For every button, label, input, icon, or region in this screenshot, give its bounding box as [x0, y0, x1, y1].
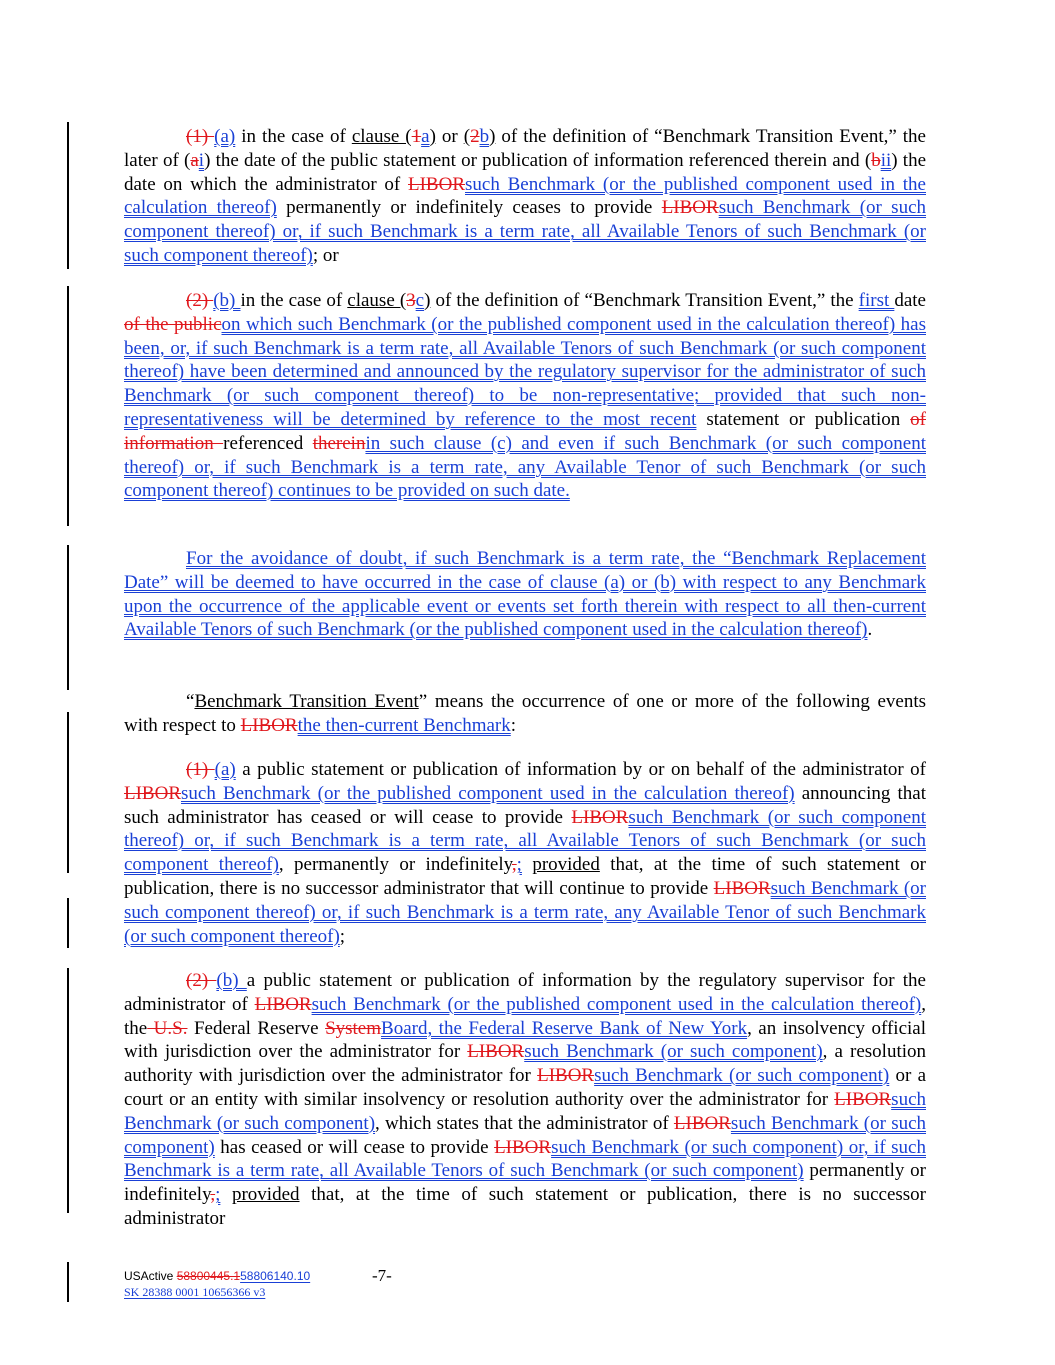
body-text: :	[510, 714, 517, 736]
footer-new-doc-number: 58806140.10	[240, 1269, 311, 1283]
body-text: date	[894, 290, 926, 311]
deleted-text: 1	[411, 126, 422, 147]
body-text: of the definition of “Benchmark Transition Event,” the	[430, 290, 859, 311]
deleted-text: (2)	[186, 970, 217, 991]
body-text: referenced	[223, 432, 313, 454]
paragraph-event-a	[124, 758, 926, 948]
deleted-text: ,	[511, 854, 517, 876]
change-bar	[67, 1262, 69, 1302]
deleted-text: LIBOR	[467, 1041, 525, 1063]
footer-sk-reference: SK 28388 0001 10656366 v3	[124, 1285, 266, 1299]
deleted-text: of information	[124, 408, 926, 454]
change-bar	[67, 733, 69, 873]
body-text: permanently or indefinitely ceases to provide	[276, 197, 662, 219]
body-text: ” means the occurrence of one or more of the following events with respect to	[124, 691, 927, 736]
inserted-text: c	[415, 290, 425, 311]
body-text: a public statement or publication of information by or on behalf of the administrator of	[235, 759, 927, 780]
deleted-text: (1)	[186, 759, 215, 780]
inserted-text: (a)	[214, 126, 236, 147]
change-bar	[67, 286, 69, 526]
deleted-text: LIBOR	[240, 714, 298, 736]
inserted-text: first	[858, 290, 895, 311]
body-text: that, at the time of such statement or publication, there is no successor administrator that will continue to provide	[124, 854, 926, 899]
deleted-text: LIBOR	[713, 877, 771, 899]
footer-doc-label: USActive	[124, 1269, 177, 1283]
deleted-text: LIBOR	[673, 1112, 731, 1134]
deleted-text: (2)	[186, 290, 214, 311]
body-text: ;	[339, 925, 346, 947]
inserted-text: the then-current Benchmark	[297, 714, 511, 736]
inserted-text: b	[479, 126, 490, 147]
inserted-text: (b)	[213, 290, 241, 311]
inserted-text: such Benchmark (or such component thereof) or, if such Benchmark is a term rate, all Available Tenors of such Benchmark (or such component thereof)	[124, 197, 927, 266]
underlined-text: )	[424, 290, 431, 311]
change-bar	[67, 545, 69, 690]
body-text: or a court or an entity with similar insolvency or resolution authority over the administrator for	[124, 1065, 927, 1110]
underlined-text: )	[489, 126, 496, 147]
body-text	[522, 854, 532, 875]
inserted-text: ;	[215, 1184, 221, 1206]
body-text: , the	[124, 993, 926, 1039]
underlined-text: provided	[231, 1184, 300, 1206]
footer-old-doc-number: 58800445.1	[176, 1269, 241, 1283]
deleted-text: (1)	[186, 126, 215, 147]
underlined-text: clause (	[351, 126, 412, 147]
inserted-text: (a)	[214, 759, 236, 780]
deleted-text: System	[325, 1017, 382, 1039]
inserted-text: ;	[516, 854, 522, 876]
body-text: that, at the time of such statement or publication, there is no successor administrator	[124, 1184, 926, 1229]
body-text: ) the date on which the administrator of	[124, 149, 927, 195]
body-text: a public statement or publication of information by the regulatory supervisor for the administrator of	[124, 970, 926, 1015]
underlined-text: Benchmark Transition Event	[194, 691, 419, 712]
body-text: .	[867, 619, 873, 641]
deleted-text: LIBOR	[408, 173, 465, 195]
body-text: permanently or indefinitely	[124, 1160, 927, 1206]
inserted-text: ii	[880, 149, 892, 171]
inserted-text: such Benchmark (or such component)	[524, 1041, 823, 1063]
paragraph-transition-event-definition	[124, 690, 926, 738]
underlined-text: provided	[532, 854, 600, 876]
inserted-text: a	[421, 126, 430, 147]
body-text: , a resolution authority with jurisdiction over the administrator for	[124, 1041, 926, 1087]
deleted-text: LIBOR	[661, 197, 719, 219]
body-text: announcing that such administrator has ceased or will cease to provide	[124, 782, 926, 828]
body-text: , which states that the administrator of	[375, 1112, 674, 1134]
inserted-text: such Benchmark (or such component)	[594, 1065, 890, 1087]
inserted-text: For the avoidance of doubt, if such Benchmark is a term rate, the “Benchmark Replacement Date” will be deemed to have occurred in the case of clause (a) or (b) with respect to any Benchmark upon the occurrence of the applicable event or events set forth therein with respect to all then-current Available Tenors of such Benchmark (or the published component used in the calculation thereof)	[124, 548, 926, 641]
body-text: “	[186, 691, 195, 712]
body-text: has ceased or will cease to provide	[214, 1136, 495, 1158]
deleted-text: of the public	[124, 313, 222, 335]
inserted-text: i	[198, 149, 205, 171]
body-text: in the case of	[240, 290, 348, 311]
body-text: Federal Reserve	[187, 1017, 326, 1039]
body-text	[220, 1184, 232, 1205]
body-text: of the definition of “Benchmark Transition Event,” the later of (	[124, 126, 926, 171]
deleted-text: LIBOR	[494, 1136, 552, 1158]
inserted-text: such Benchmark (or the published component used in the calculation thereof)	[311, 993, 922, 1015]
inserted-text: (b)	[216, 970, 247, 991]
underlined-text: )	[429, 126, 436, 147]
inserted-text: such Benchmark (or such component)	[124, 1088, 926, 1134]
paragraph-avoidance-of-doubt	[124, 547, 926, 642]
body-text: , an insolvency official with jurisdiction over the administrator for	[124, 1017, 927, 1063]
inserted-text: such Benchmark (or the published component used in the calculation thereof)	[124, 173, 926, 219]
underlined-text: (	[463, 126, 471, 147]
inserted-text: in such clause (c) and even if such Benchmark (or such component thereof) or, if such Benchmark is a term rate, any Available Tenor of such Benchmark (or such component thereof) continues to be provided on such date.	[124, 432, 926, 502]
change-bar	[67, 968, 69, 1213]
body-text: ) the date of the public statement or publication of information referenced therein and (	[204, 149, 872, 171]
deleted-text: therein	[312, 432, 366, 454]
deleted-text: LIBOR	[571, 806, 629, 828]
paragraph-event-b	[124, 969, 926, 1231]
deleted-text: 3	[406, 290, 416, 311]
deleted-text: U.S.	[147, 1017, 188, 1039]
document-footer	[124, 1268, 310, 1300]
deleted-text: LIBOR	[254, 993, 312, 1015]
deleted-text: LIBOR	[834, 1088, 892, 1110]
page-number: -7-	[372, 1266, 392, 1285]
deleted-text: 2	[470, 126, 480, 147]
inserted-text: such Benchmark (or the published component used in the calculation thereof)	[181, 782, 795, 804]
inserted-text: such Benchmark (or such component)	[124, 1112, 927, 1158]
inserted-text: such Benchmark (or such component thereof) or, if such Benchmark is a term rate, any Available Tenor of such Benchmark (or such component thereof)	[124, 877, 926, 947]
deleted-text: a	[190, 149, 199, 171]
deleted-text: LIBOR	[537, 1065, 595, 1087]
change-bar	[67, 122, 69, 269]
body-text: statement or publication	[696, 408, 911, 430]
paragraph-clause-b	[124, 289, 926, 503]
deleted-text: b	[871, 149, 881, 171]
body-text: , permanently or indefinitely	[278, 854, 512, 876]
body-text: in the case of	[235, 126, 352, 147]
inserted-text: on which such Benchmark (or the published component used in the calculation thereof) has been, or, if such Benchmark is a term rate, all Available Tenors of such Benchmark (or such component thereof) have been determined and announced by the regulatory supervisor for the administrator of such Benchmark (or such component thereof) to be non-representative; provided that such non-representativeness will be determined by reference to the most recent	[124, 313, 926, 430]
paragraph-clause-a	[124, 125, 926, 268]
change-bar	[67, 898, 69, 948]
body-text: ; or	[312, 244, 339, 266]
inserted-text: such Benchmark (or such component) or, if such Benchmark is a term rate, all Available Tenors of such Benchmark (or such component)	[124, 1136, 926, 1182]
deleted-text: ,	[210, 1184, 216, 1206]
inserted-text: Board, the Federal Reserve Bank of New York	[381, 1017, 748, 1039]
underlined-text: clause (	[347, 290, 407, 311]
body-text: or	[435, 126, 464, 147]
deleted-text: LIBOR	[124, 782, 181, 804]
inserted-text: such Benchmark (or such component thereof) or, if such Benchmark is a term rate, all Available Tenors of such Benchmark (or such component thereof)	[124, 806, 927, 876]
